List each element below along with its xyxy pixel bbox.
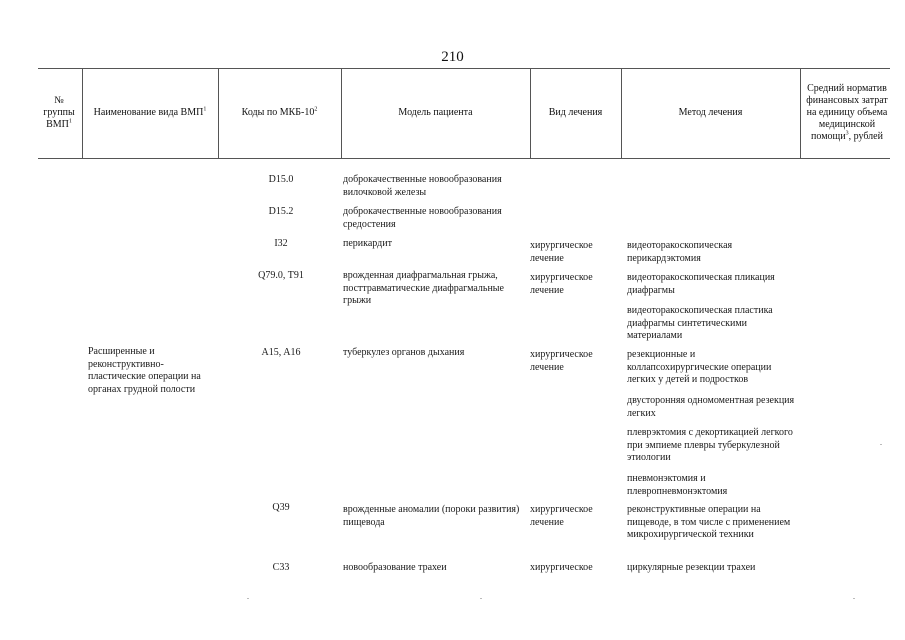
column-divider xyxy=(218,68,219,158)
treatment-method: резекционные и коллапсохирургические операции легких у детей и подростков xyxy=(627,349,772,385)
page-number: 210 xyxy=(441,49,464,65)
column-divider xyxy=(341,68,342,158)
footnote-mark: 1 xyxy=(68,118,72,125)
header-patient-model-label: Модель пациента xyxy=(398,107,473,118)
treatment-method: видеоторакоскопическая пластика диафрагмы синтетическими материалами xyxy=(627,305,773,341)
header-icd-codes xyxy=(220,70,339,156)
patient-model: доброкачественные новообразования вилочковой железы xyxy=(343,174,502,198)
treatment-type: хирургическое xyxy=(530,562,593,573)
treatment-type: хирургическое лечение xyxy=(530,272,593,296)
patient-model: новообразование трахеи xyxy=(343,562,447,573)
header-cost-standard-label: Средний норматив финансовых затрат на единицу объема медицинской помощи xyxy=(806,83,888,142)
patient-model: врожденная диафрагмальная грыжа, посттравматические диафрагмальные грыжи xyxy=(343,270,504,306)
treatment-method: видеоторакоскопическая пликация диафрагмы xyxy=(627,272,775,296)
treatment-type: хирургическое лечение xyxy=(530,240,593,264)
treatment-method: циркулярные резекции трахеи xyxy=(627,562,756,573)
header-cost-standard xyxy=(802,70,892,156)
icd-code: D15.2 xyxy=(268,206,294,217)
column-divider xyxy=(800,68,801,158)
treatment-method: пневмонэктомия и плевропневмонэктомия xyxy=(627,473,728,497)
footnote-mark: 3 xyxy=(845,130,849,137)
treatment-method: плеврэктомия с декортикацией легкого при эмпиеме плевры туберкулезной этиологии xyxy=(627,427,793,463)
column-divider xyxy=(82,68,83,158)
footnote-mark: 1 xyxy=(203,106,207,113)
header-treatment-type-label: Вид лечения xyxy=(548,107,603,118)
header-group-number xyxy=(38,70,80,156)
header-treatment-type xyxy=(532,70,619,156)
patient-model: туберкулез органов дыхания xyxy=(343,347,465,358)
header-group-number-label: № группы ВМП xyxy=(43,95,75,130)
patient-model: врожденные аномалии (пороки развития) пищевода xyxy=(343,504,520,528)
patient-model: перикардит xyxy=(343,238,392,249)
header-vmp-name xyxy=(84,70,216,156)
vmp-name: Расширенные и реконструктивно-пластические операции на органах грудной полости xyxy=(88,346,201,395)
column-divider xyxy=(530,68,531,158)
treatment-type: хирургическое лечение xyxy=(530,349,593,373)
treatment-type: хирургическое лечение xyxy=(530,504,593,528)
treatment-method: двусторонняя одномоментная резекция легких xyxy=(627,395,795,419)
treatment-method: видеоторакоскопическая перикардэктомия xyxy=(627,240,733,264)
header-treatment-method xyxy=(623,70,798,156)
icd-code: A15, A16 xyxy=(261,347,301,358)
treatment-method: реконструктивные операции на пищеводе, в том числе с применением микрохирургической техники xyxy=(627,504,791,540)
header-patient-model xyxy=(343,70,528,156)
icd-code: I32 xyxy=(274,238,288,249)
scan-speck xyxy=(853,598,855,599)
header-treatment-method-label: Метод лечения xyxy=(678,107,743,118)
footnote-mark: 2 xyxy=(314,106,318,113)
header-cost-standard-unit: , рублей xyxy=(848,131,883,142)
icd-code: D15.0 xyxy=(268,174,294,185)
icd-code: Q39 xyxy=(272,502,290,513)
scan-speck xyxy=(480,598,482,599)
header-vmp-name-label: Наименование вида ВМП xyxy=(93,107,204,118)
header-icd-codes-label: Коды по МКБ-10 xyxy=(241,107,315,118)
column-divider xyxy=(621,68,622,158)
header-bottom-border xyxy=(38,158,890,159)
table-top-border xyxy=(38,68,890,69)
scan-speck xyxy=(247,598,249,599)
scan-speck xyxy=(880,444,882,445)
patient-model: доброкачественные новообразования средостения xyxy=(343,206,502,230)
icd-code: C33 xyxy=(272,562,290,573)
icd-code: Q79.0, T91 xyxy=(258,270,304,281)
